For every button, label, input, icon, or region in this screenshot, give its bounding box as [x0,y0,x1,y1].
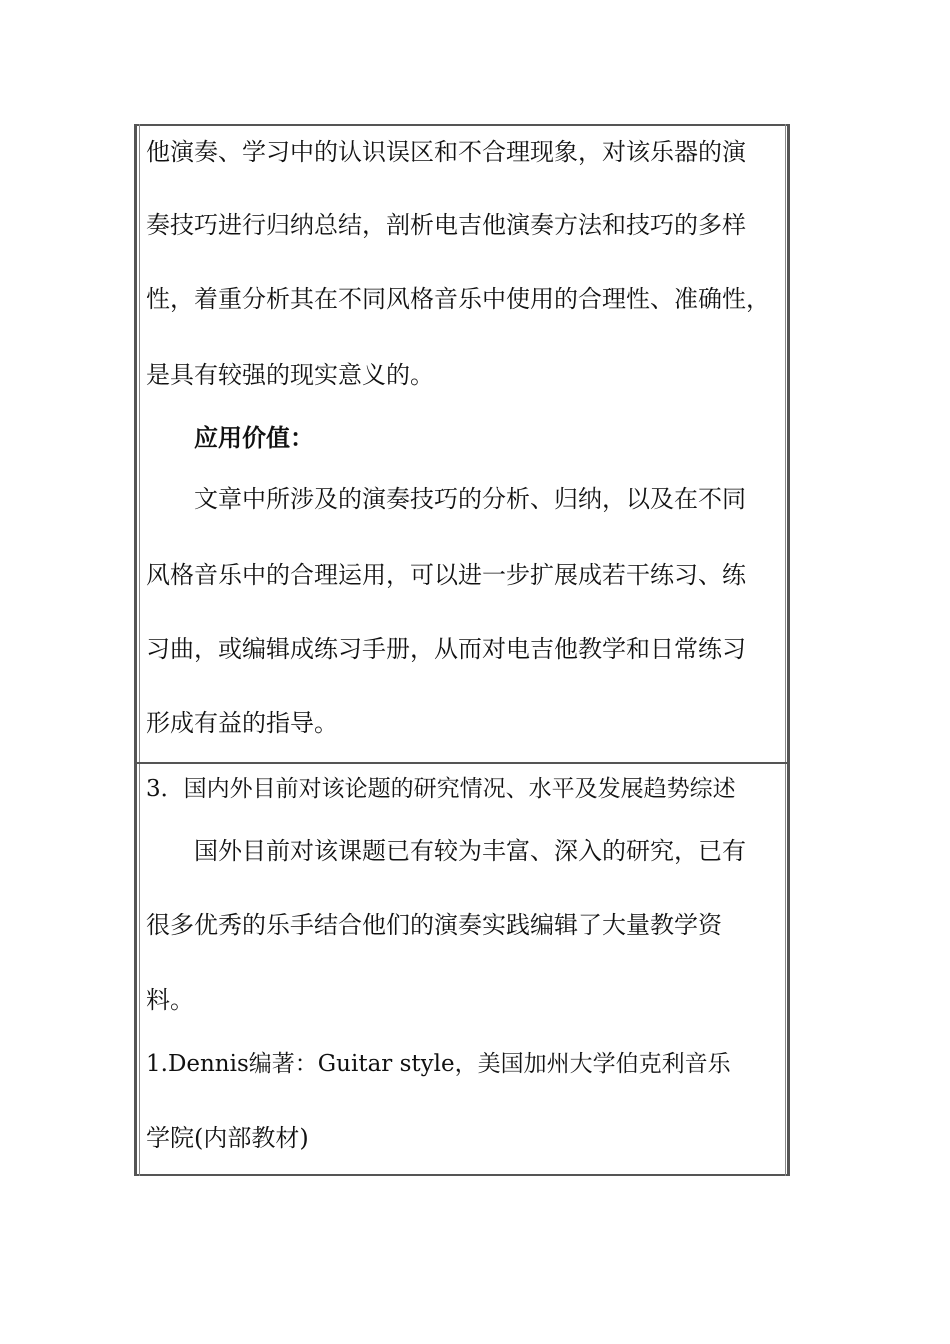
paragraph-line: 性，着重分析其在不同风格音乐中使用的合理性、准确性， [146,285,770,313]
paragraph-line: 国外目前对该课题已有较为丰富、深入的研究，已有 [194,837,746,865]
section-heading-research: 3．国内外目前对该论题的研究情况、水平及发展趋势综述 [146,776,736,802]
paragraph-line: 他演奏、学习中的认识误区和不合理现象，对该乐器的演 [146,138,746,166]
paragraph-line: 料。 [146,986,194,1014]
paragraph-line: 风格音乐中的合理运用，可以进一步扩展成若干练习、练 [146,561,746,589]
paragraph-line: 文章中所涉及的演奏技巧的分析、归纳，以及在不同 [194,485,746,513]
paragraph-line: 形成有益的指导。 [146,709,338,737]
table-inner-border-left [139,124,140,1176]
reference-item-continued: 学院(内部教材) [146,1124,309,1152]
paragraph-line: 很多优秀的乐手结合他们的演奏实践编辑了大量教学资 [146,911,722,939]
paragraph-line: 习曲，或编辑成练习手册，从而对电吉他教学和日常练习 [146,635,746,663]
table-row-divider [134,762,790,764]
reference-item: 1.Dennis编著：Guitar style，美国加州大学伯克利音乐 [146,1051,731,1077]
paragraph-line: 奏技巧进行归纳总结，剖析电吉他演奏方法和技巧的多样 [146,211,746,239]
paragraph-line: 是具有较强的现实意义的。 [146,361,434,389]
section-heading-app-value: 应用价值： [194,423,314,452]
table-inner-border-right [785,124,786,1176]
